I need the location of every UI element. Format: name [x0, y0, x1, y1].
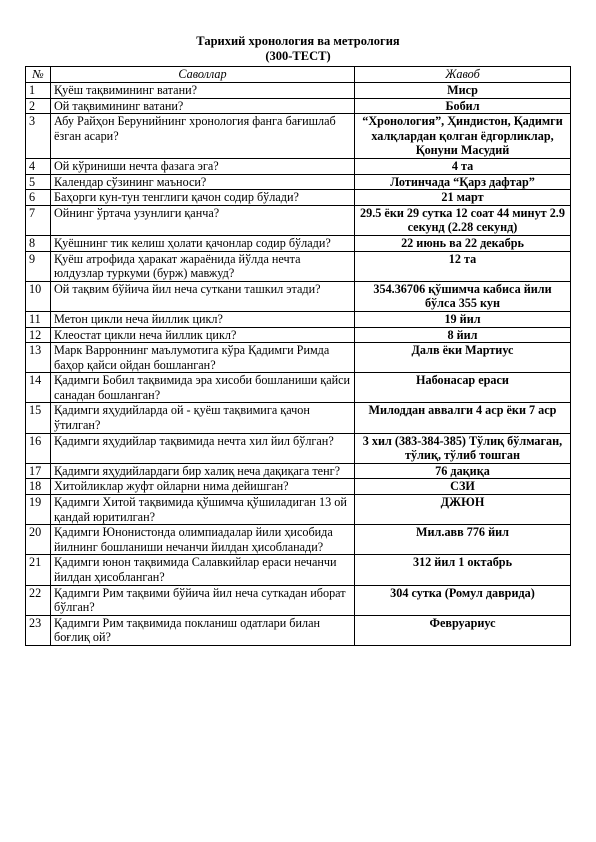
table-row — [26, 83, 571, 99]
table-row — [26, 235, 571, 251]
answer-cell: 4 та — [355, 158, 571, 174]
column-header-answer: Жавоб — [355, 67, 571, 83]
question-cell: Баҳорги кун-тун тенглиги қачон содир бўлади? — [51, 190, 355, 206]
question-cell: Метон цикли неча йиллик цикл? — [51, 311, 355, 327]
table-row — [26, 327, 571, 343]
row-number-cell: 17 — [26, 463, 51, 479]
question-cell: Қадимги яҳудийлар тақвимида нечта хил йил бўлган? — [51, 433, 355, 463]
answer-cell: 304 сутка (Ромул даврида) — [355, 585, 571, 615]
row-number-cell: 10 — [26, 281, 51, 311]
answer-cell: 22 июнь ва 22 декабрь — [355, 235, 571, 251]
answer-cell: 8 йил — [355, 327, 571, 343]
table-row — [26, 463, 571, 479]
table-row — [26, 479, 571, 495]
table-row — [26, 495, 571, 525]
answer-cell: Далв ёки Мартиус — [355, 343, 571, 373]
row-number-cell: 9 — [26, 251, 51, 281]
row-number-cell: 22 — [26, 585, 51, 615]
question-cell: Абу Райҳон Берунийнинг хронология фанга бағишлаб ёзган асари? — [51, 114, 355, 159]
row-number-cell: 13 — [26, 343, 51, 373]
question-cell: Ой тақвимининг ватани? — [51, 98, 355, 114]
column-header-questions: Саволлар — [51, 67, 355, 83]
question-cell: Марк Варроннинг маълумотига кўра Қадимги Римда баҳор қайси ойдан бошланган? — [51, 343, 355, 373]
question-cell: Қадимги Рим тақвими бўйича йил неча суткадан иборат бўлган? — [51, 585, 355, 615]
answer-cell: Милоддан аввалги 4 аср ёки 7 аср — [355, 403, 571, 433]
answer-cell: 12 та — [355, 251, 571, 281]
page-subtitle: (300-ТЕСТ) — [265, 49, 331, 63]
question-cell: Қадимги Бобил тақвимида эра хисоби бошланиши қайси санадан бошланган? — [51, 373, 355, 403]
answer-cell: 76 дақиқа — [355, 463, 571, 479]
row-number-cell: 18 — [26, 479, 51, 495]
row-number-cell: 15 — [26, 403, 51, 433]
row-number-cell: 20 — [26, 525, 51, 555]
question-cell: Хитойликлар жуфт ойларни нима дейишган? — [51, 479, 355, 495]
question-cell: Қадимги яҳудийлардаги бир халиқ неча дақиқага тенг? — [51, 463, 355, 479]
table-row — [26, 174, 571, 190]
row-number-cell: 14 — [26, 373, 51, 403]
answer-cell: 354.36706 қўшимча кабиса йили бўлса 355 кун — [355, 281, 571, 311]
table-row — [26, 98, 571, 114]
question-cell: Ой кўриниши нечта фазага эга? — [51, 158, 355, 174]
question-cell: Қадимги юнон тақвимида Салавкийлар ераси нечанчи йилдан ҳисобланган? — [51, 555, 355, 585]
row-number-cell: 3 — [26, 114, 51, 159]
answer-cell: ДЖЮН — [355, 495, 571, 525]
answer-cell: “Хронология”, Ҳиндистон, Қадимги халқлардан қолган ёдгорликлар, Қонуни Масудий — [355, 114, 571, 159]
answer-cell: Бобил — [355, 98, 571, 114]
question-cell: Қуёш атрофида ҳаракат жараёнида йўлда нечта юлдузлар туркуми (бурж) мавжуд? — [51, 251, 355, 281]
question-cell: Ойнинг ўртача узунлиги қанча? — [51, 205, 355, 235]
table-row — [26, 555, 571, 585]
table-row — [26, 433, 571, 463]
answer-cell: Миср — [355, 83, 571, 99]
question-cell: Қадимги Юнонистонда олимпиадалар йили ҳисобида йилнинг бошланиши нечанчи йилдан ҳисобланади? — [51, 525, 355, 555]
answer-cell: Мил.авв 776 йил — [355, 525, 571, 555]
table-row — [26, 343, 571, 373]
question-cell: Қуёшнинг тик келиш ҳолати қачонлар содир бўлади? — [51, 235, 355, 251]
row-number-cell: 1 — [26, 83, 51, 99]
question-cell: Ой тақвим бўйича йил неча суткани ташкил этади? — [51, 281, 355, 311]
row-number-cell: 12 — [26, 327, 51, 343]
question-cell: Қадимги Рим тақвимида покланиш одатлари билан боғлиқ ой? — [51, 615, 355, 645]
table-row — [26, 373, 571, 403]
question-cell: Қадимги Хитой тақвимида қўшимча қўшиладиган 13 ой қандай юритилган? — [51, 495, 355, 525]
answer-cell: 19 йил — [355, 311, 571, 327]
table-row — [26, 525, 571, 555]
table-body — [26, 83, 571, 646]
answer-cell: 3 хил (383-384-385) Тўлиқ бўлмаган, тўлиқ, тўлиб тошган — [355, 433, 571, 463]
answer-cell: СЗИ — [355, 479, 571, 495]
row-number-cell: 5 — [26, 174, 51, 190]
page-title: Тарихий хронология ва метрология — [196, 34, 400, 48]
question-cell: Қадимги яҳудийларда ой - қуёш тақвимига қачон ўтилган? — [51, 403, 355, 433]
question-cell: Қуёш тақвимининг ватани? — [51, 83, 355, 99]
row-number-cell: 6 — [26, 190, 51, 206]
table-row — [26, 615, 571, 645]
table-row — [26, 190, 571, 206]
table-row — [26, 281, 571, 311]
qa-table — [25, 66, 571, 646]
row-number-cell: 11 — [26, 311, 51, 327]
question-cell: Календар сўзининг маъноси? — [51, 174, 355, 190]
table-row — [26, 205, 571, 235]
table-row — [26, 311, 571, 327]
row-number-cell: 4 — [26, 158, 51, 174]
table-row — [26, 114, 571, 159]
question-cell: Клеостат цикли неча йиллик цикл? — [51, 327, 355, 343]
table-header-row — [26, 67, 571, 83]
table-row — [26, 403, 571, 433]
answer-cell: 29.5 ёки 29 сутка 12 соат 44 минут 2.9 секунд (2.28 секунд) — [355, 205, 571, 235]
row-number-cell: 2 — [26, 98, 51, 114]
table-row — [26, 158, 571, 174]
answer-cell: Лотинчада “Қарз дафтар” — [355, 174, 571, 190]
table-row — [26, 251, 571, 281]
answer-cell: Февруариус — [355, 615, 571, 645]
row-number-cell: 19 — [26, 495, 51, 525]
row-number-cell: 8 — [26, 235, 51, 251]
answer-cell: Набонасар ераси — [355, 373, 571, 403]
row-number-cell: 16 — [26, 433, 51, 463]
row-number-cell: 21 — [26, 555, 51, 585]
row-number-cell: 23 — [26, 615, 51, 645]
table-row — [26, 585, 571, 615]
answer-cell: 312 йил 1 октабрь — [355, 555, 571, 585]
row-number-cell: 7 — [26, 205, 51, 235]
answer-cell: 21 март — [355, 190, 571, 206]
column-header-number: № — [26, 67, 51, 83]
